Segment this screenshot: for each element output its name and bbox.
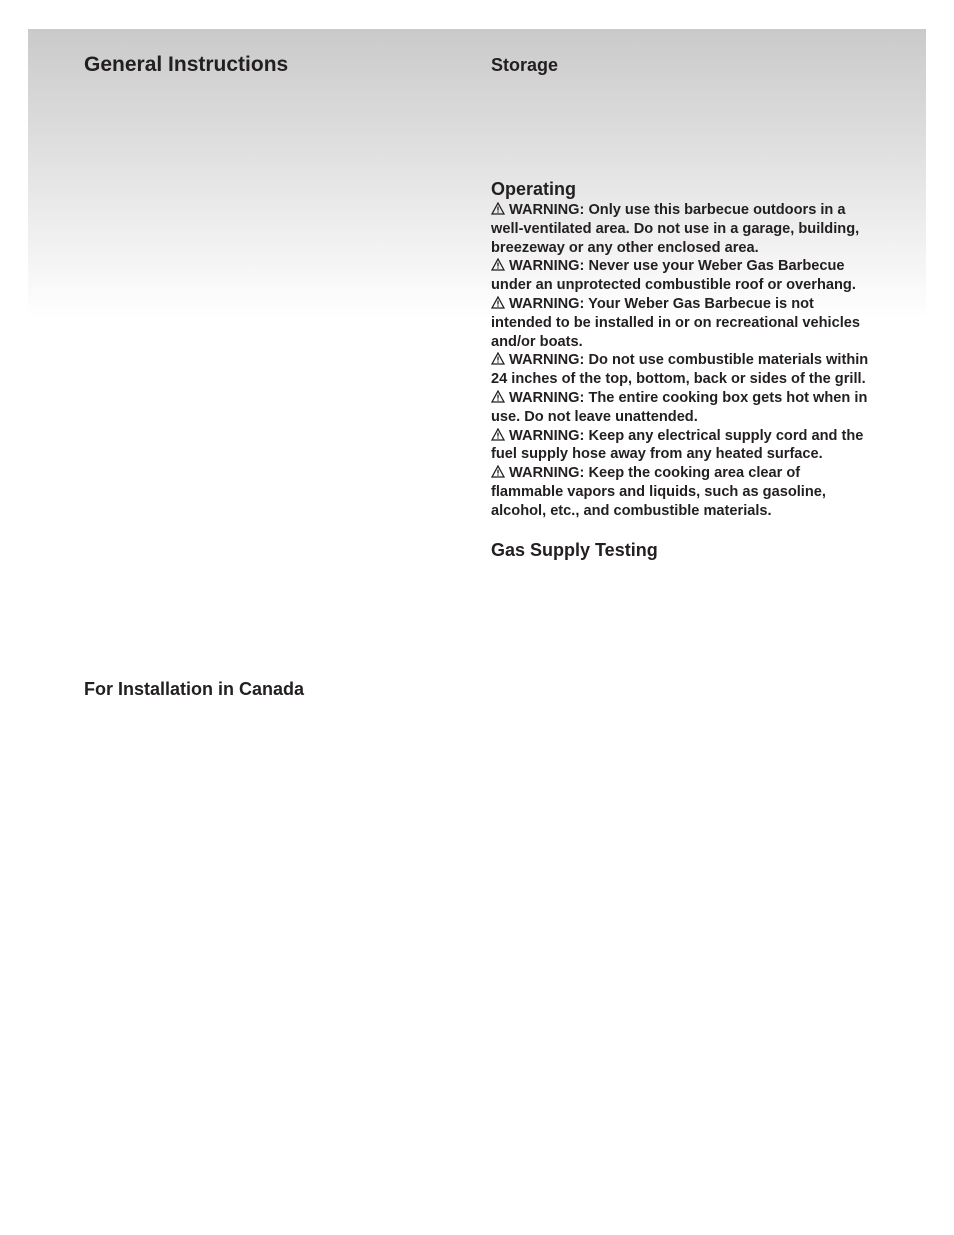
warning-triangle-icon (491, 465, 505, 478)
warning-item (491, 351, 876, 389)
warning-triangle-icon (491, 202, 505, 215)
warning-text: WARNING: The entire cooking box gets hot when in use. Do not leave unattended. (491, 389, 868, 425)
warning-triangle-icon (491, 352, 505, 365)
warning-item (491, 427, 876, 465)
warning-triangle-icon (491, 390, 505, 403)
warning-text: WARNING: Your Weber Gas Barbecue is not intended to be installed in or on recreational vehicles and/or boats. (491, 295, 860, 350)
warning-item (491, 257, 876, 295)
warning-triangle-icon (491, 296, 505, 309)
warning-item (491, 464, 876, 520)
warning-text: WARNING: Keep the cooking area clear of flammable vapors and liquids, such as gasoline, alcohol, etc., and combustible materials. (491, 465, 826, 519)
warning-text: WARNING: Do not use combustible materials within 24 inches of the top, bottom, back or sides of the grill. (491, 352, 869, 388)
page-title: General Instructions (84, 53, 289, 76)
warning-triangle-icon (491, 258, 505, 271)
warning-item (491, 201, 876, 257)
operating-heading: Operating (491, 179, 577, 199)
warning-item (491, 389, 876, 427)
warning-triangle-icon (491, 428, 505, 441)
warning-text: WARNING: Only use this barbecue outdoors in a well-ventilated area. Do not use in a garage, building, breezeway or any other enclosed area. (491, 202, 860, 256)
warning-text: WARNING: Never use your Weber Gas Barbecue under an unprotected combustible roof or overhang. (491, 258, 856, 294)
warning-item (491, 295, 876, 351)
warning-list (491, 201, 876, 521)
right-column (491, 54, 876, 561)
left-column (84, 52, 444, 78)
storage-heading: Storage (491, 55, 559, 75)
gas-supply-testing-heading: Gas Supply Testing (491, 539, 658, 560)
warning-text: WARNING: Keep any electrical supply cord and the fuel supply hose away from any heated surface. (491, 427, 864, 463)
canada-installation-heading: For Installation in Canada (84, 679, 305, 699)
